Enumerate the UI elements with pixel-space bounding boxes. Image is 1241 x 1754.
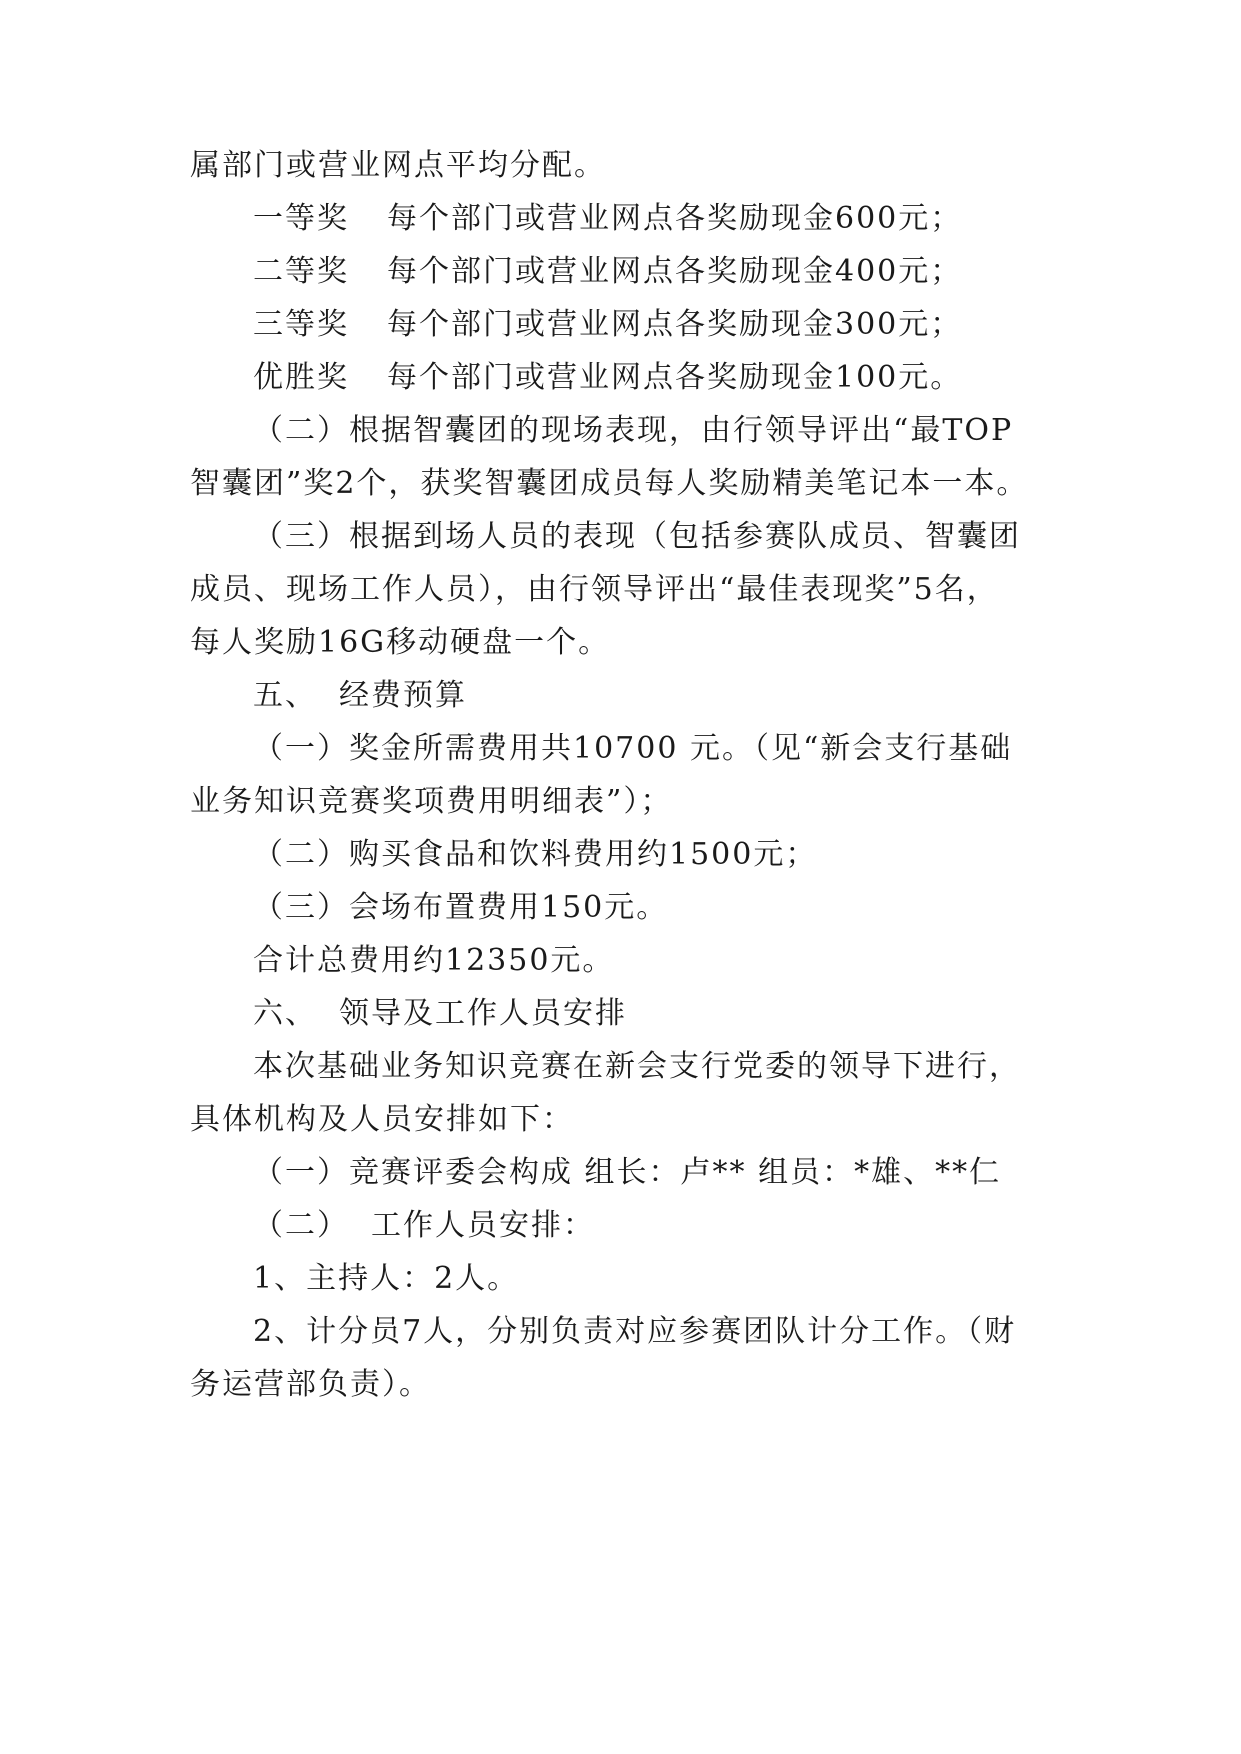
prize-name: 二等奖 xyxy=(253,254,349,289)
paragraph-line: 合计总费用约12350元。 xyxy=(253,943,615,978)
prize-name: 优胜奖 xyxy=(253,360,349,395)
section-heading-budget xyxy=(253,676,467,716)
subsection-line xyxy=(253,1206,595,1246)
paragraph-line: 2、计分员7人，分别负责对应参赛团队计分工作。（财 xyxy=(253,1314,1017,1349)
paragraph-line: （三）会场布置费用150元。 xyxy=(253,890,669,925)
prize-desc: 每个部门或营业网点各奖励现金400元； xyxy=(387,254,963,289)
prize-name: 一等奖 xyxy=(253,201,349,236)
paragraph-line: 成员、现场工作人员），由行领导评出“最佳表现奖”5名， xyxy=(190,572,999,607)
paragraph-line: （一）竞赛评委会构成 组长：卢** 组员：*雄、**仁 xyxy=(253,1155,1002,1190)
paragraph-line: 务运营部负责）。 xyxy=(190,1367,431,1402)
paragraph-line: （一）奖金所需费用共10700 元。（见“新会支行基础 xyxy=(253,731,1013,766)
subsection-title: 工作人员安排： xyxy=(371,1208,595,1243)
section-number: 五、 xyxy=(253,678,317,713)
prize-name: 三等奖 xyxy=(253,307,349,342)
prize-desc: 每个部门或营业网点各奖励现金300元； xyxy=(387,307,963,342)
paragraph-line: 本次基础业务知识竞赛在新会支行党委的领导下进行， xyxy=(253,1049,1021,1084)
prize-line-third xyxy=(253,305,962,345)
prize-line-merit xyxy=(253,358,962,398)
section-title: 经费预算 xyxy=(339,678,467,713)
prize-line-second xyxy=(253,252,962,292)
section-heading-staff xyxy=(253,994,627,1034)
paragraph-line: （二）购买食品和饮料费用约1500元； xyxy=(253,837,818,872)
paragraph-line: （三）根据到场人员的表现（包括参赛队成员、智囊团 xyxy=(253,519,1021,554)
subsection-number: （二） xyxy=(253,1208,349,1243)
paragraph-line: 1、主持人：2人。 xyxy=(253,1261,520,1296)
section-number: 六、 xyxy=(253,996,317,1031)
paragraph-line: 具体机构及人员安排如下： xyxy=(190,1102,574,1137)
prize-desc: 每个部门或营业网点各奖励现金600元； xyxy=(387,201,963,236)
paragraph-line: 智囊团”奖2个，获奖智囊团成员每人奖励精美笔记本一本。 xyxy=(190,466,1029,501)
paragraph-line: 属部门或营业网点平均分配。 xyxy=(190,148,606,183)
section-title: 领导及工作人员安排 xyxy=(339,996,627,1031)
paragraph-line: 每人奖励16G移动硬盘一个。 xyxy=(190,625,611,660)
paragraph-line: （二）根据智囊团的现场表现，由行领导评出“最TOP xyxy=(253,413,1014,448)
paragraph-line: 业务知识竞赛奖项费用明细表”）； xyxy=(190,784,673,819)
prize-line-first xyxy=(253,199,962,239)
prize-desc: 每个部门或营业网点各奖励现金100元。 xyxy=(387,360,963,395)
